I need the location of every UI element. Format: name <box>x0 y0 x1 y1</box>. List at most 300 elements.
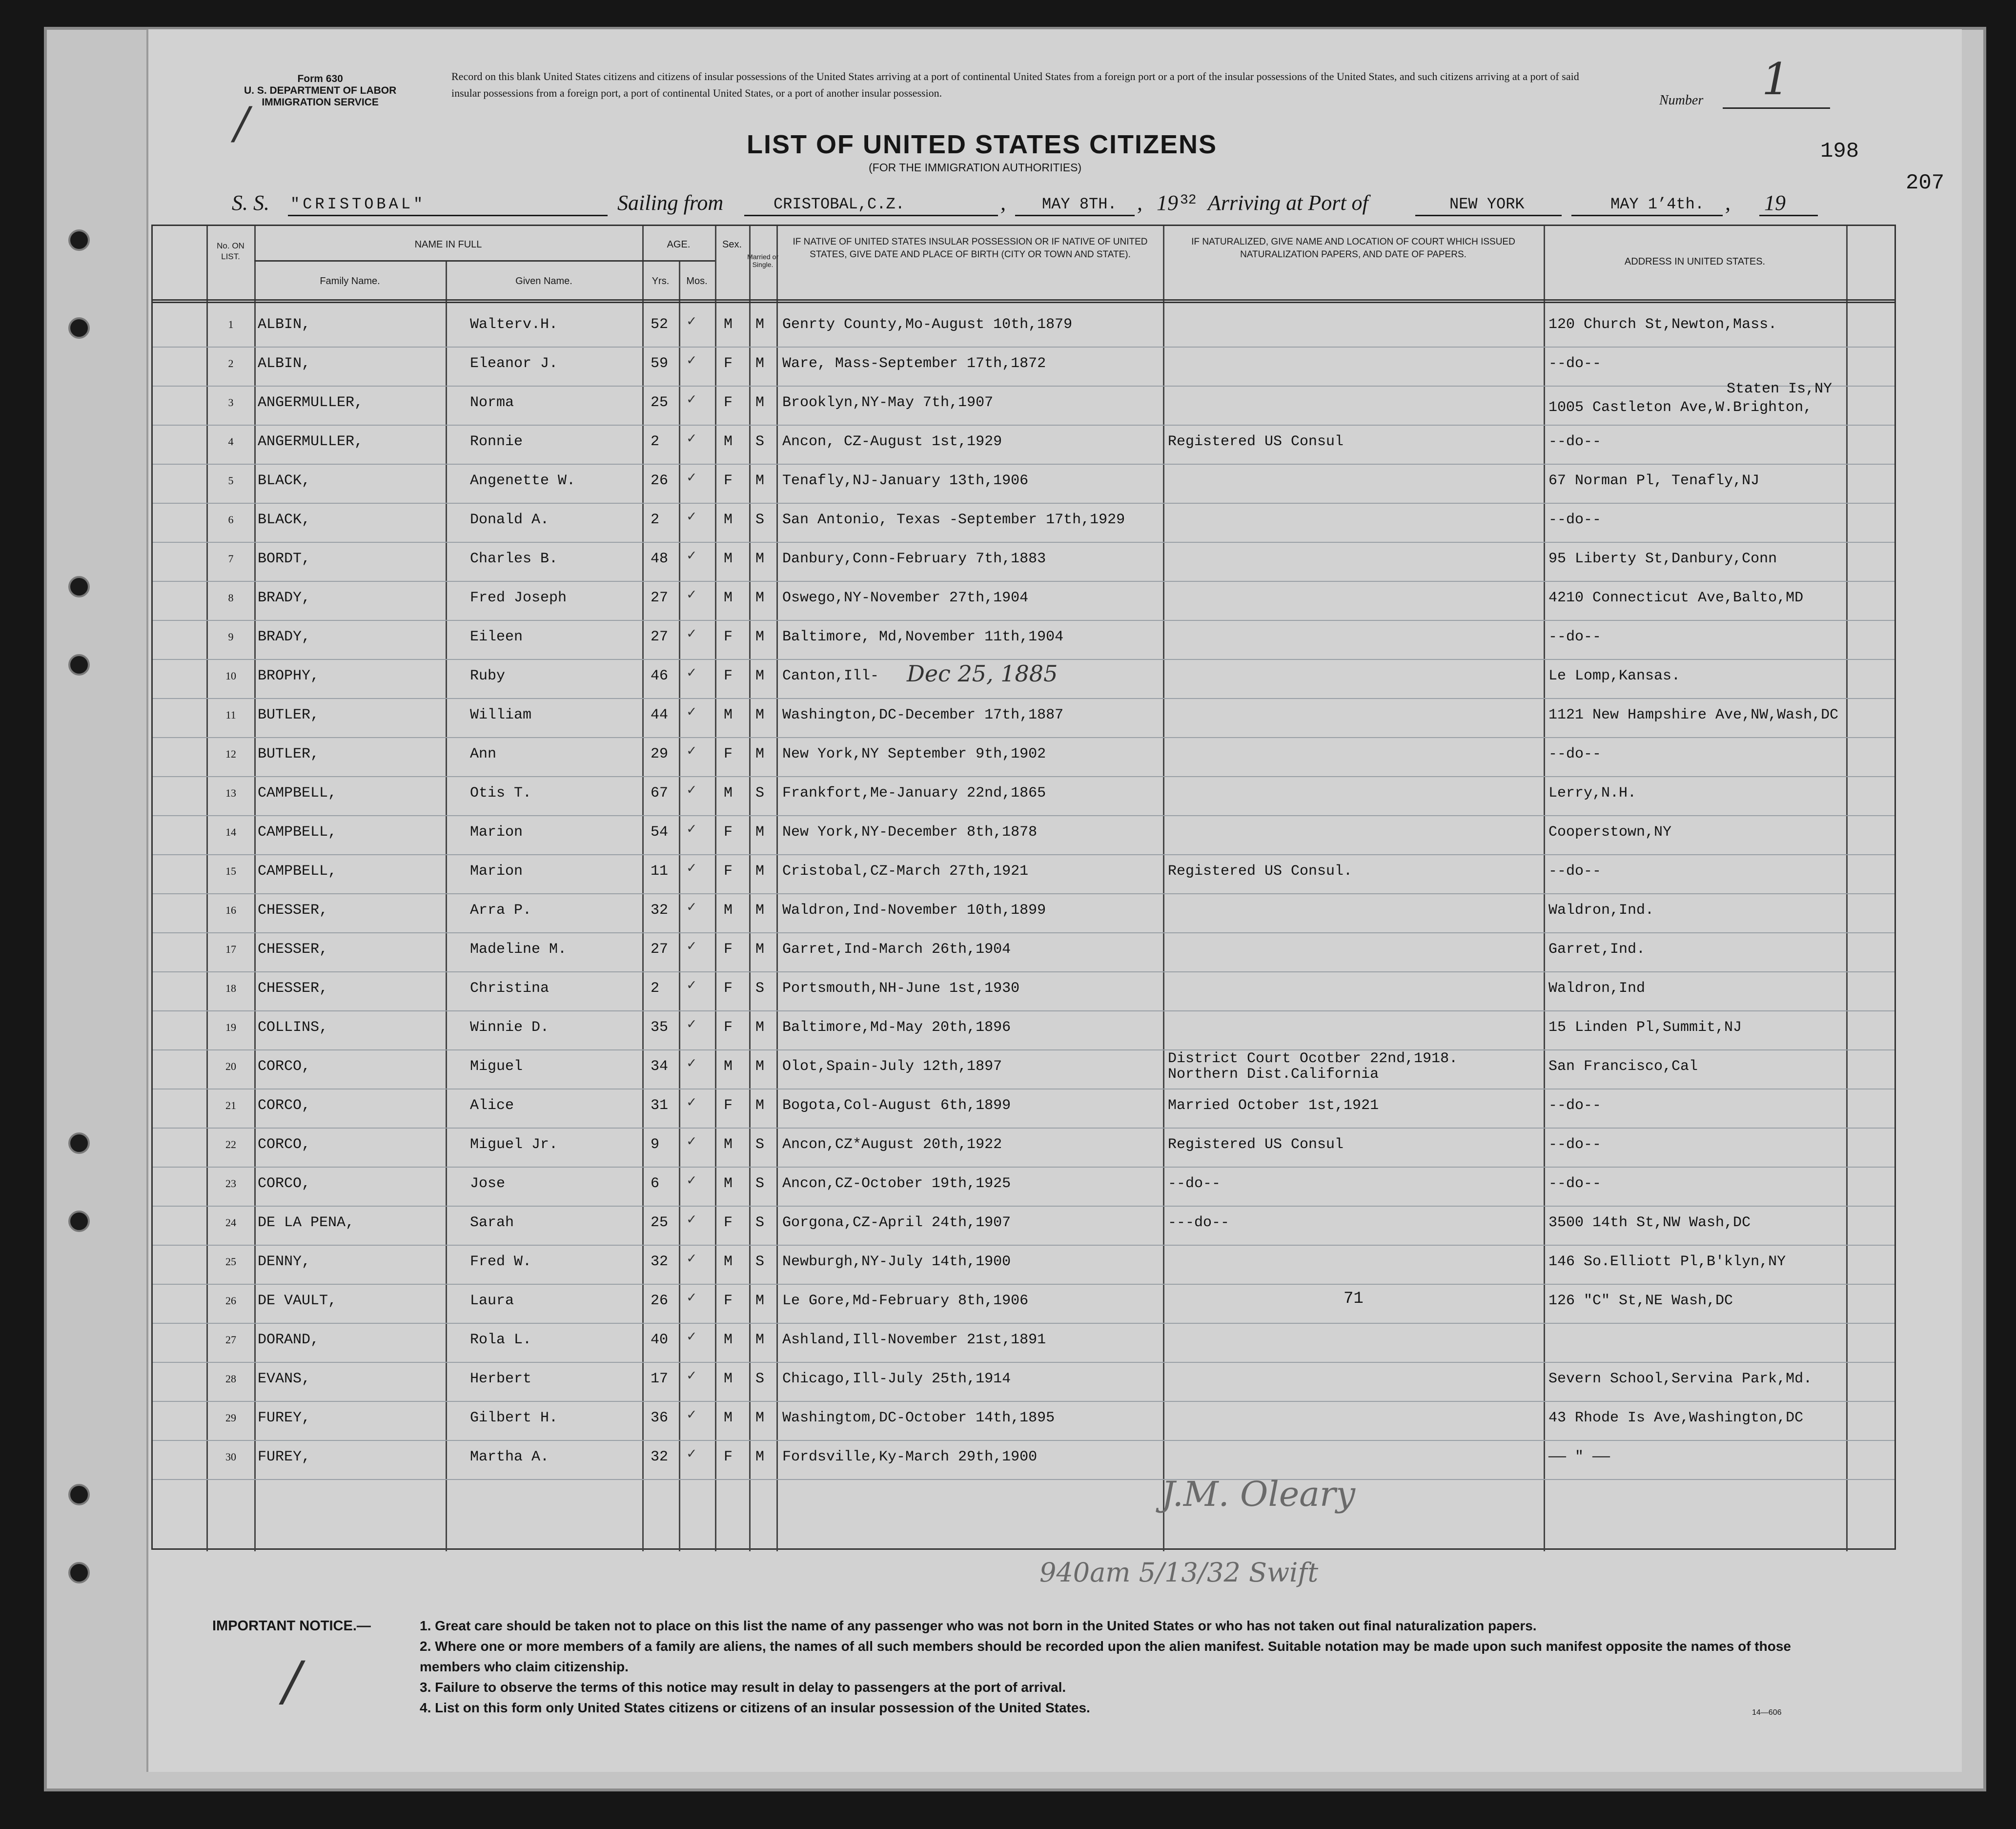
given-name: Miguel <box>470 1058 523 1075</box>
given-name: Otis T. <box>470 785 532 801</box>
marital-status: S <box>755 512 765 528</box>
checkmark-icon: ✓ <box>687 353 696 370</box>
notice-item-4: 4. List on this form only United States citizens or citizens of an insular possession of the United States. <box>420 1700 1090 1715</box>
sex: F <box>724 1019 733 1036</box>
sex: F <box>724 746 733 762</box>
given-name: Laura <box>470 1293 514 1309</box>
birth-place-date: Cristobal,CZ-March 27th,1921 <box>782 863 1029 880</box>
birth-place-date: Ashland,Ill-November 21st,1891 <box>782 1332 1046 1348</box>
checkmark-icon: ✓ <box>687 978 696 994</box>
row-number: 1 <box>228 318 234 330</box>
us-address: Cooperstown,NY <box>1548 824 1672 841</box>
checkmark-icon: ✓ <box>687 861 696 877</box>
checkmark-icon: ✓ <box>687 431 696 448</box>
row-number: 14 <box>225 826 236 838</box>
row-number: 13 <box>225 787 236 799</box>
birth-place-date: Danbury,Conn-February 7th,1883 <box>782 551 1046 567</box>
sex: M <box>724 1058 733 1075</box>
row-number: 4 <box>228 435 234 448</box>
family-name: ANGERMULLER, <box>258 394 364 411</box>
arrival-port: NEW YORK <box>1449 195 1525 213</box>
checkmark-icon: ✓ <box>687 704 696 721</box>
sex: M <box>724 590 733 606</box>
age-years: 11 <box>651 863 669 880</box>
given-name: Norma <box>470 394 514 411</box>
header-age: AGE. <box>667 239 691 250</box>
checkmark-icon: ✓ <box>687 822 696 838</box>
checkmark-icon: ✓ <box>687 1017 696 1033</box>
family-name: BROPHY, <box>258 668 320 684</box>
row-number: 27 <box>225 1334 236 1346</box>
us-address: 43 Rhode Is Ave,Washington,DC <box>1548 1410 1804 1426</box>
marital-status: M <box>755 1019 765 1036</box>
age-years: 27 <box>651 941 669 958</box>
notice-item-1: 1. Great care should be taken not to place on this list the name of any passenger who was not born in the United States or who has not taken out final naturalization papers. <box>420 1618 1537 1633</box>
binder-hole-icon <box>68 1132 90 1154</box>
sex: M <box>724 1332 733 1348</box>
given-name: Gilbert H. <box>470 1410 558 1426</box>
given-name: Eileen <box>470 629 523 645</box>
checkmark-icon: ✓ <box>687 470 696 487</box>
sail-date: MAY 8TH. <box>1042 195 1117 213</box>
given-name: William <box>470 707 532 723</box>
marital-status: M <box>755 941 765 958</box>
naturalization-line-2: Northern Dist.California <box>1168 1066 1379 1083</box>
age-years: 2 <box>651 980 660 997</box>
footer-code: 14—606 <box>1752 1708 1782 1717</box>
header-sex: Sex. <box>722 239 742 250</box>
given-name: Alice <box>470 1097 514 1114</box>
birth-place-date: New York,NY September 9th,1902 <box>782 746 1046 762</box>
sex: F <box>724 473 733 489</box>
number-value: 1 <box>1762 54 1790 105</box>
naturalization: Married October 1st,1921 <box>1168 1097 1379 1114</box>
age-years: 32 <box>651 902 669 919</box>
us-address: 126 "C" St,NE Wash,DC <box>1548 1293 1733 1309</box>
us-address: Severn School,Servina Park,Md. <box>1548 1371 1812 1387</box>
birth-place-date: Oswego,NY-November 27th,1904 <box>782 590 1029 606</box>
age-years: 34 <box>651 1058 669 1075</box>
birth-place-date: San Antonio, Texas -September 17th,1929 <box>782 512 1125 528</box>
age-years: 9 <box>651 1136 660 1153</box>
checkmark-icon: ✓ <box>687 1134 696 1151</box>
row-number: 7 <box>228 553 234 565</box>
age-years: 52 <box>651 316 669 333</box>
checkmark-icon: ✓ <box>687 939 696 955</box>
birth-place-date: Waldron,Ind-November 10th,1899 <box>782 902 1046 919</box>
given-name: Donald A. <box>470 512 550 528</box>
birth-place-date: Ancon,CZ*August 20th,1922 <box>782 1136 1002 1153</box>
age-years: 17 <box>651 1371 669 1387</box>
binder-hole-icon <box>68 1562 90 1583</box>
age-years: 2 <box>651 512 660 528</box>
marital-status: M <box>755 902 765 919</box>
family-name: DENNY, <box>258 1254 311 1270</box>
age-years: 48 <box>651 551 669 567</box>
family-name: CORCO, <box>258 1058 311 1075</box>
page-subtitle: (FOR THE IMMIGRATION AUTHORITIES) <box>869 161 1082 174</box>
us-address: --do-- <box>1548 512 1602 528</box>
checkmark-icon: ✓ <box>687 1407 696 1424</box>
given-name: Ann <box>470 746 497 762</box>
given-name: Angenette W. <box>470 473 576 489</box>
given-name: Eleanor J. <box>470 355 558 372</box>
binder-hole-icon <box>68 654 90 676</box>
us-address: Waldron,Ind <box>1548 980 1646 997</box>
row-number: 11 <box>225 709 236 721</box>
checkmark-icon: ✓ <box>687 1056 696 1072</box>
header-family: Family Name. <box>320 276 380 287</box>
form-id-block <box>244 73 396 108</box>
header-given: Given Name. <box>515 276 572 287</box>
family-name: BLACK, <box>258 473 311 489</box>
marital-status: M <box>755 1097 765 1114</box>
checkmark-icon: ✓ <box>687 1212 696 1229</box>
us-address: --do-- <box>1548 1097 1602 1114</box>
header-birth: IF NATIVE OF UNITED STATES INSULAR POSSESSION OR IF NATIVE OF UNITED STATES, GIVE DATE AND PLACE OF BIRTH (CITY OR TOWN AND STATE). <box>793 237 1148 260</box>
naturalization: Registered US Consul <box>1168 1136 1344 1153</box>
us-address: 67 Norman Pl, Tenafly,NJ <box>1548 473 1760 489</box>
binder-hole-icon <box>68 1484 90 1505</box>
row-number: 26 <box>225 1295 236 1307</box>
sex: M <box>724 1410 733 1426</box>
age-years: 44 <box>651 707 669 723</box>
age-years: 67 <box>651 785 669 801</box>
given-name: Marion <box>470 863 523 880</box>
marital-status: M <box>755 590 765 606</box>
arriving-label: Arriving at Port of <box>1208 191 1368 215</box>
notice-list <box>420 1616 1850 1718</box>
us-address: Le Lomp,Kansas. <box>1548 668 1681 684</box>
passenger-table <box>151 225 1896 1550</box>
sex: M <box>724 316 733 333</box>
given-name: Charles B. <box>470 551 558 567</box>
birth-place-date: Newburgh,NY-July 14th,1900 <box>782 1254 1011 1270</box>
age-years: 29 <box>651 746 669 762</box>
birth-place-date: Frankfort,Me-January 22nd,1865 <box>782 785 1046 801</box>
given-name: Ronnie <box>470 433 523 450</box>
sex: M <box>724 433 733 450</box>
inspector-signature: J.M. Oleary <box>1161 1474 1355 1514</box>
marital-status: M <box>755 863 765 880</box>
checkmark-icon: ✓ <box>687 1368 696 1385</box>
department: U. S. DEPARTMENT OF LABOR <box>244 85 397 96</box>
checkmark-icon: ✓ <box>687 626 696 643</box>
row-number: 2 <box>228 357 234 370</box>
family-name: BUTLER, <box>258 707 320 723</box>
given-name: Sarah <box>470 1214 514 1231</box>
checkmark-icon: ✓ <box>687 1251 696 1268</box>
marital-status: M <box>755 1058 765 1075</box>
family-name: CHESSER, <box>258 941 328 958</box>
page-number: 198 <box>1820 139 1859 164</box>
notice-label: IMPORTANT NOTICE.— <box>212 1618 371 1634</box>
age-years: 59 <box>651 355 669 372</box>
notice-item-3: 3. Failure to observe the terms of this notice may result in delay to passengers at the port of arrival. <box>420 1680 1066 1695</box>
age-years: 27 <box>651 629 669 645</box>
birth-place-date: Baltimore, Md,November 11th,1904 <box>782 629 1064 645</box>
row-number: 12 <box>225 748 236 760</box>
family-name: BRADY, <box>258 629 311 645</box>
row-number: 28 <box>225 1373 236 1385</box>
row-number: 23 <box>225 1177 236 1190</box>
marital-status: M <box>755 551 765 567</box>
marital-status: M <box>755 473 765 489</box>
row-number: 22 <box>225 1138 236 1151</box>
marital-status: S <box>755 785 765 801</box>
row-number: 15 <box>225 865 236 877</box>
us-address-line-2: Staten Is,NY <box>1727 381 1833 397</box>
age-years: 35 <box>651 1019 669 1036</box>
us-address: 95 Liberty St,Danbury,Conn <box>1548 551 1777 567</box>
family-name: ANGERMULLER, <box>258 433 364 450</box>
family-name: CAMPBELL, <box>258 863 337 880</box>
header-yrs: Yrs. <box>652 276 670 287</box>
marital-status: S <box>755 1136 765 1153</box>
family-name: CHESSER, <box>258 902 328 919</box>
sex: M <box>724 512 733 528</box>
sex: F <box>724 668 733 684</box>
us-address: --do-- <box>1548 746 1602 762</box>
us-address: --do-- <box>1548 433 1602 450</box>
given-name: Marion <box>470 824 523 841</box>
header-mos: Mos. <box>686 276 708 287</box>
given-name: Herbert <box>470 1371 532 1387</box>
checkmark-icon: ✓ <box>687 1290 696 1307</box>
marital-status: M <box>755 1293 765 1309</box>
marital-status: M <box>755 394 765 411</box>
sex: M <box>724 902 733 919</box>
sex: F <box>724 980 733 997</box>
marital-status: M <box>755 668 765 684</box>
row-number: 8 <box>228 592 234 604</box>
checkmark-icon: ✓ <box>687 1329 696 1346</box>
birth-place-date: Le Gore,Md-February 8th,1906 <box>782 1293 1029 1309</box>
us-address: --do-- <box>1548 629 1602 645</box>
checkmark-icon: ✓ <box>687 509 696 526</box>
birth-place-date: Tenafly,NJ-January 13th,1906 <box>782 473 1029 489</box>
given-name: Miguel Jr. <box>470 1136 558 1153</box>
age-years: 25 <box>651 1214 669 1231</box>
given-name: Rola L. <box>470 1332 532 1348</box>
sailing-label: Sailing from <box>617 191 724 215</box>
family-name: DE VAULT, <box>258 1293 337 1309</box>
age-years: 32 <box>651 1449 669 1465</box>
us-address: Garret,Ind. <box>1548 941 1646 958</box>
arrival-date: MAY 1’4th. <box>1610 195 1705 213</box>
sex: F <box>724 863 733 880</box>
binder-hole-icon <box>68 1211 90 1232</box>
us-address: San Francisco,Cal <box>1548 1058 1698 1075</box>
header-naturalized: IF NATURALIZED, GIVE NAME AND LOCATION OF COURT WHICH ISSUED NATURALIZATION PAPERS, AND DATE OF PAPERS. <box>1191 237 1515 260</box>
sex: M <box>724 1254 733 1270</box>
us-address: --do-- <box>1548 355 1602 372</box>
birth-place-date: Washington,DC-December 17th,1887 <box>782 707 1064 723</box>
marital-status: S <box>755 433 765 450</box>
naturalization: Registered US Consul. <box>1168 863 1353 880</box>
marital-status: S <box>755 1214 765 1231</box>
family-name: FUREY, <box>258 1449 311 1465</box>
binder-hole-icon <box>68 229 90 251</box>
family-name: CAMPBELL, <box>258 785 337 801</box>
header-no: No. ON LIST. <box>217 241 244 261</box>
birth-date-handwritten: Dec 25, 1885 <box>907 660 1058 687</box>
binder-hole-icon <box>68 576 90 597</box>
header-name-in-full: NAME IN FULL <box>414 239 482 250</box>
marital-status: M <box>755 1449 765 1465</box>
header-address: ADDRESS IN UNITED STATES. <box>1624 256 1766 267</box>
sex: F <box>724 941 733 958</box>
sex: M <box>724 707 733 723</box>
checkmark-icon: ✓ <box>687 743 696 760</box>
given-name: Fred Joseph <box>470 590 567 606</box>
checkmark-icon: ✓ <box>687 587 696 604</box>
sex: F <box>724 824 733 841</box>
family-name: DORAND, <box>258 1332 320 1348</box>
number-label: Number <box>1659 93 1704 108</box>
row-number: 25 <box>225 1255 236 1268</box>
birth-place-date: Ancon,CZ-October 19th,1925 <box>782 1175 1011 1192</box>
given-name: Fred W. <box>470 1254 532 1270</box>
us-address: —— " —— <box>1548 1449 1610 1465</box>
marital-status: M <box>755 746 765 762</box>
sex: M <box>724 1175 733 1192</box>
checkmark-icon: ✓ <box>687 314 696 330</box>
us-address: --do-- <box>1548 1175 1602 1192</box>
birth-place-date: Fordsville,Ky-March 29th,1900 <box>782 1449 1038 1465</box>
sailing-from: CRISTOBAL,C.Z. <box>774 195 905 213</box>
row-number: 21 <box>225 1099 236 1111</box>
us-address: 3500 14th St,NW Wash,DC <box>1548 1214 1751 1231</box>
row-number: 5 <box>228 474 234 487</box>
checkmark-icon: ✓ <box>687 1446 696 1463</box>
naturalization: Registered US Consul <box>1168 433 1344 450</box>
us-address: 146 So.Elliott Pl,B'klyn,NY <box>1548 1254 1786 1270</box>
age-years: 46 <box>651 668 669 684</box>
row-number: 24 <box>225 1216 236 1229</box>
row-number: 19 <box>225 1021 236 1033</box>
sex: F <box>724 394 733 411</box>
marital-status: S <box>755 1175 765 1192</box>
us-address: 1121 New Hampshire Ave,NW,Wash,DC <box>1548 707 1839 723</box>
age-years: 25 <box>651 394 669 411</box>
age-years: 32 <box>651 1254 669 1270</box>
family-name: COLLINS, <box>258 1019 328 1036</box>
marital-status: M <box>755 355 765 372</box>
sex: M <box>724 1136 733 1153</box>
us-address: 1005 Castleton Ave,W.Brighton, <box>1548 399 1812 416</box>
given-name: Walterv.H. <box>470 316 558 333</box>
form-number: Form 630 <box>297 73 343 84</box>
sex: F <box>724 1449 733 1465</box>
age-years: 6 <box>651 1175 660 1192</box>
age-years: 26 <box>651 473 669 489</box>
sex: M <box>724 551 733 567</box>
marital-status: M <box>755 1332 765 1348</box>
birth-place-date: Baltimore,Md-May 20th,1896 <box>782 1019 1011 1036</box>
given-name: Madeline M. <box>470 941 567 958</box>
birth-place-date: Olot,Spain-July 12th,1897 <box>782 1058 1002 1075</box>
age-years: 2 <box>651 433 660 450</box>
family-name: CHESSER, <box>258 980 328 997</box>
sex: F <box>724 629 733 645</box>
birth-place-date: Gorgona,CZ-April 24th,1907 <box>782 1214 1011 1231</box>
family-name: CORCO, <box>258 1175 311 1192</box>
us-address: 4210 Connecticut Ave,Balto,MD <box>1548 590 1804 606</box>
binder-hole-icon <box>68 317 90 339</box>
given-name: Jose <box>470 1175 506 1192</box>
checkmark-icon: ✓ <box>687 782 696 799</box>
family-name: BUTLER, <box>258 746 320 762</box>
naturalization-mark: 71 <box>1344 1290 1364 1308</box>
family-name: BORDT, <box>258 551 311 567</box>
given-name: Arra P. <box>470 902 532 919</box>
row-number: 6 <box>228 514 234 526</box>
age-years: 54 <box>651 824 669 841</box>
sex: F <box>724 1097 733 1114</box>
given-name: Ruby <box>470 668 506 684</box>
checkmark-icon: ✓ <box>687 900 696 916</box>
family-name: CORCO, <box>258 1097 311 1114</box>
us-address: 120 Church St,Newton,Mass. <box>1548 316 1777 333</box>
family-name: ALBIN, <box>258 355 311 372</box>
family-name: ALBIN, <box>258 316 311 333</box>
family-name: DE LA PENA, <box>258 1214 355 1231</box>
family-name: BLACK, <box>258 512 311 528</box>
birth-place-date: Genrty County,Mo-August 10th,1879 <box>782 316 1073 333</box>
marital-status: S <box>755 980 765 997</box>
arrival-year: 19 <box>1764 191 1786 215</box>
birth-place-date: Ancon, CZ-August 1st,1929 <box>782 433 1002 450</box>
row-number: 29 <box>225 1412 236 1424</box>
page-number-stamp: 207 <box>1906 171 1945 195</box>
row-number: 9 <box>228 631 234 643</box>
us-address: --do-- <box>1548 863 1602 880</box>
marital-status: M <box>755 316 765 333</box>
birth-place-date: Brooklyn,NY-May 7th,1907 <box>782 394 994 411</box>
birth-place-date: Portsmouth,NH-June 1st,1930 <box>782 980 1020 997</box>
given-name: Martha A. <box>470 1449 550 1465</box>
row-number: 16 <box>225 904 236 916</box>
marital-status: S <box>755 1254 765 1270</box>
birth-place-date: Ware, Mass-September 17th,1872 <box>782 355 1046 372</box>
checkmark-icon: ✓ <box>687 548 696 565</box>
marital-status: M <box>755 707 765 723</box>
ship-name: "CRISTOBAL" <box>290 195 426 213</box>
age-years: 36 <box>651 1410 669 1426</box>
sex: F <box>724 1214 733 1231</box>
us-address: Lerry,N.H. <box>1548 785 1637 801</box>
row-number: 10 <box>225 670 236 682</box>
row-number: 17 <box>225 943 236 955</box>
marital-status: M <box>755 824 765 841</box>
given-name: Christina <box>470 980 550 997</box>
family-name: FUREY, <box>258 1410 311 1426</box>
naturalization: ---do-- <box>1168 1214 1230 1231</box>
given-name: Winnie D. <box>470 1019 550 1036</box>
age-years: 40 <box>651 1332 669 1348</box>
row-number: 20 <box>225 1060 236 1072</box>
ss-label: S. S. <box>232 191 269 215</box>
marital-status: M <box>755 629 765 645</box>
naturalization: --do-- <box>1168 1175 1221 1192</box>
birth-place-date: Washingtom,DC-October 14th,1895 <box>782 1410 1055 1426</box>
family-name: CORCO, <box>258 1136 311 1153</box>
form-instructions: Record on this blank United States citizens and citizens of insular possessions of the United States arriving at a port of continental United States from a foreign port or a port of the insular possessions of the United States, and such citizens arriving at a port of said insular possessions from a foreign port, a port of continental United States, or a port of another insular possession. <box>451 70 1579 99</box>
birth-place-date: Chicago,Ill-July 25th,1914 <box>782 1371 1011 1387</box>
birth-place-date: Garret,Ind-March 26th,1904 <box>782 941 1011 958</box>
age-years: 26 <box>651 1293 669 1309</box>
